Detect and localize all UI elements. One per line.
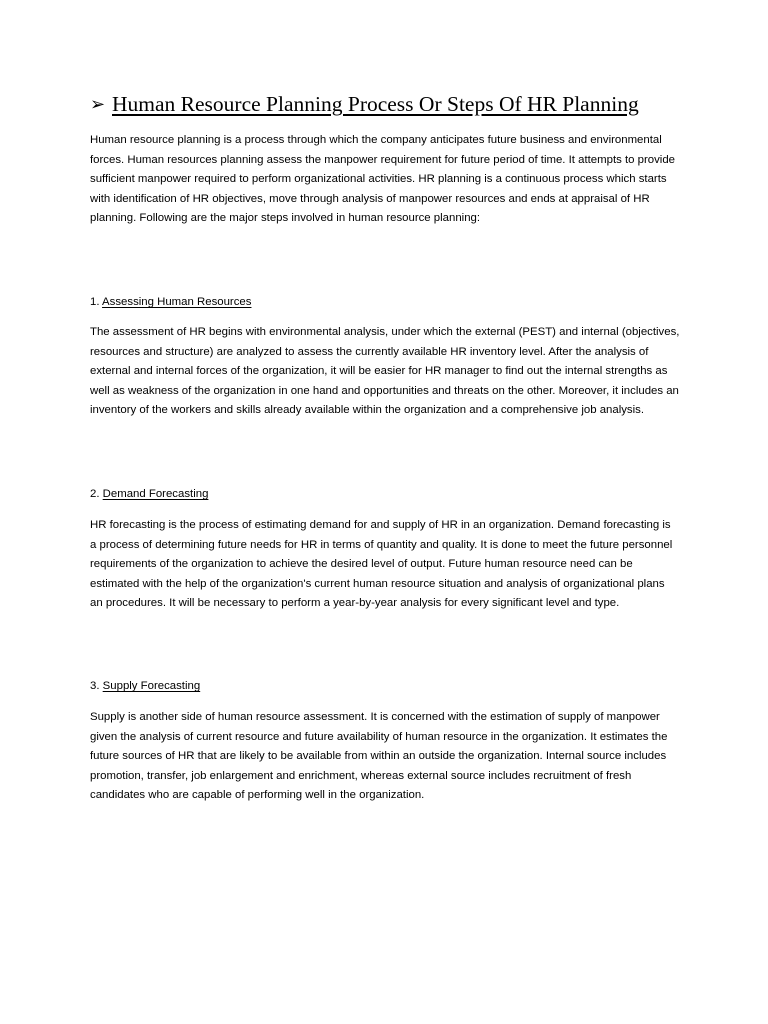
section-heading-assessing [90, 293, 251, 313]
section-paragraph-demand: HR forecasting is the process of estimating demand for and supply of HR in an organization. Demand forecasting is a process of determining future needs for HR in terms of quantity and quality. It is done to meet the future personnel requirements of the organization to achieve the desired level of output. Future human resource need can be estimated with the help of the organization's current human resource situation and analysis of organizational plans an procedures. It will be necessary to perform a year-by-year analysis for every significant level and type. [90, 519, 673, 610]
section-heading-demand [90, 485, 208, 505]
intro-paragraph: Human resource planning is a process through which the company anticipates future business and environmental forces. Human resources planning assess the manpower requirement for future period of time. It attempts to provide sufficient manpower required to perform organizational activities. HR planning is a continuous process which starts with identification of HR objectives, move through analysis of manpower resources and ends at appraisal of HR planning. Following are the major steps involved in human resource planning: [90, 134, 676, 225]
section-heading-supply [90, 677, 200, 697]
section-number: 2. [90, 488, 100, 500]
arrow-bullet-icon: ➢ [90, 94, 106, 114]
section-heading-label: Assessing Human Resources [102, 296, 252, 308]
section-heading-label: Supply Forecasting [102, 680, 201, 692]
section-heading-label: Demand Forecasting [102, 488, 209, 500]
section-paragraph-assessing: The assessment of HR begins with environmental analysis, under which the external (PEST) and internal (objectives, resources and structure) are analyzed to assess the currently available HR inventory level. After the analysis of external and internal forces of the organization, it will be easier for HR manager to find out the internal strengths as well as weakness of the organization in one hand and opportunities and threats on the other. Moreover, it includes an inventory of the workers and skills already available within the organization and a comprehensive job analysis. [90, 326, 680, 417]
section-number: 3. [90, 680, 100, 692]
section-paragraph-supply: Supply is another side of human resource assessment. It is concerned with the estimation of supply of manpower given the analysis of current resource and future availability of human resource in the organization. It estimates the future sources of HR that are likely to be available from within an outside the organization. Internal source includes promotion, transfer, job enlargement and enrichment, whereas external source includes recruitment of fresh candidates who are capable of performing well in the organization. [90, 711, 668, 802]
section-number: 1. [90, 296, 100, 308]
page-title [90, 89, 730, 119]
title-text: Human Resource Planning Process Or Steps Of HR Planning [112, 92, 639, 116]
